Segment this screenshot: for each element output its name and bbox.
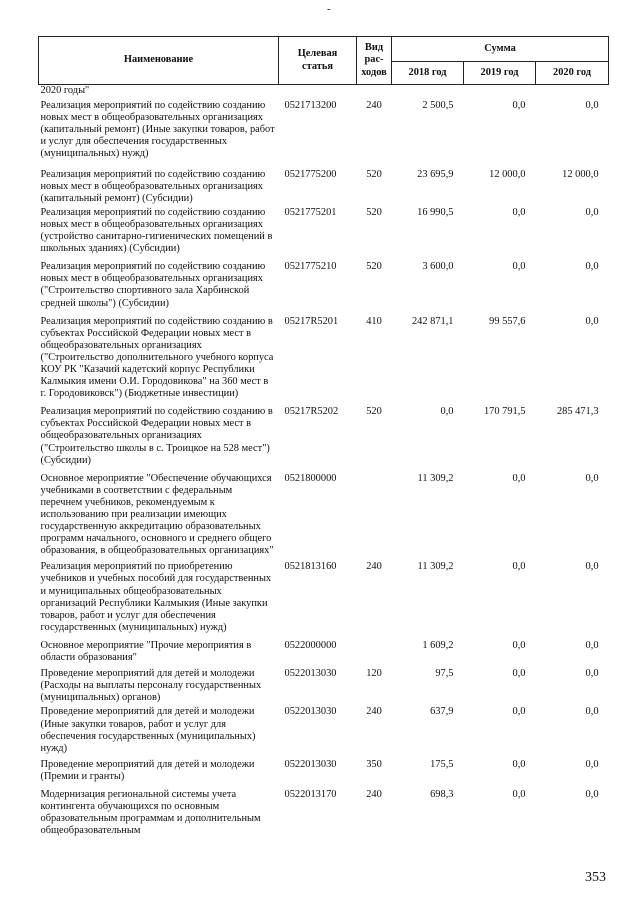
row-name: 2020 годы" — [40, 85, 90, 96]
row-sum-2018: 23 695,9 — [417, 168, 454, 180]
row-name: Реализация мероприятий по содействию созданию новых мест в общеобразовательных организациях (капитальный ремонт) (Субсидии) — [40, 168, 266, 204]
row-sum-2019: 0,0 — [512, 261, 526, 273]
row-sum-2018: 11 309,2 — [417, 472, 454, 484]
table-row — [39, 261, 609, 315]
row-code: 0521800000 — [284, 472, 337, 484]
header-year-2019: 2019 год — [464, 62, 536, 85]
row-sum-2018: 3 600,0 — [422, 261, 454, 273]
row-sum-2018: 1 609,2 — [422, 639, 454, 651]
row-sum-2020: 0,0 — [585, 315, 599, 327]
row-name: Модернизация региональной системы учета контингента обучающихся по основным образовательным программам и дополнительным общеобразовательным — [40, 788, 261, 837]
table-row — [39, 668, 609, 706]
row-code: 0521775210 — [284, 261, 337, 273]
row-sum-2019: 0,0 — [512, 788, 526, 800]
row-sum-2020: 0,0 — [585, 706, 599, 718]
row-sum-2020: 0,0 — [585, 758, 599, 770]
row-sum-2020 — [536, 85, 609, 101]
row-expense-type: 240 — [366, 100, 382, 112]
page-number: 353 — [585, 870, 606, 885]
row-sum-2020: 0,0 — [585, 261, 599, 273]
row-expense-type: 410 — [366, 315, 382, 327]
row-name: Реализация мероприятий по содействию созданию новых мест в общеобразовательных организациях (капитальный ремонт) (Иные закупки товаров, работ и услуг для обеспечения государственных (муниципальных) нужд) — [40, 100, 275, 160]
row-sum-2019: 0,0 — [512, 639, 526, 651]
row-expense-type: 240 — [366, 561, 382, 573]
row-code: 0522013030 — [284, 758, 337, 770]
row-sum-2020: 12 000,0 — [562, 168, 599, 180]
row-sum-2018 — [392, 85, 464, 101]
row-expense-type — [357, 640, 392, 668]
table-body — [39, 85, 609, 842]
row-sum-2018: 11 309,2 — [417, 561, 454, 573]
table-row — [39, 759, 609, 789]
row-sum-2020: 0,0 — [585, 668, 599, 680]
row-sum-2019: 0,0 — [512, 706, 526, 718]
table-row — [39, 789, 609, 841]
table-row — [39, 169, 609, 207]
row-name: Реализация мероприятий по содействию созданию в субъектах Российской Федерации новых мест в общеобразовательных организациях ("Строительство школы в с. Троицкое на 528 мест") (Субсидии) — [40, 406, 273, 466]
row-sum-2018: 2 500,5 — [422, 100, 454, 112]
row-sum-2019: 0,0 — [512, 206, 526, 218]
row-expense-type: 350 — [366, 758, 382, 770]
row-code: 0521713200 — [284, 100, 337, 112]
row-code: 0521775200 — [284, 168, 337, 180]
top-mark: - — [327, 3, 331, 15]
table-row — [39, 316, 609, 407]
row-code: 0522013030 — [284, 668, 337, 680]
row-expense-type: 240 — [366, 788, 382, 800]
row-name: Основное мероприятие "Обеспечение обучающихся учебниками в соответствии с федеральным перечнем учебников, рекомендуемым к использованию при реализации имеющих государственную аккредитацию образовательных программ начального, основного и среднего общего образования, в общеобразовательных организациях" — [40, 472, 274, 557]
row-name: Проведение мероприятий для детей и молодежи (Премии и гранты) — [40, 758, 255, 782]
table-row — [39, 406, 609, 472]
table-row — [39, 207, 609, 261]
table-header — [39, 37, 609, 85]
budget-table-container — [38, 36, 608, 841]
row-name: Реализация мероприятий по содействию созданию новых мест в общеобразовательных организациях ("Строительство спортивного зала Харбинской средней школы") (Субсидии) — [40, 261, 266, 309]
row-expense-type: 520 — [366, 206, 382, 218]
row-expense-type: 520 — [366, 168, 382, 180]
row-expense-type: 520 — [366, 406, 382, 418]
row-sum-2020: 0,0 — [585, 639, 599, 651]
row-sum-2018: 242 871,1 — [411, 315, 454, 327]
row-sum-2019: 0,0 — [512, 668, 526, 680]
table-row — [39, 561, 609, 640]
row-name: Проведение мероприятий для детей и молодежи (Расходы на выплаты персоналу государственных (муниципальных) органов) — [40, 668, 262, 704]
row-sum-2018: 97,5 — [435, 668, 454, 680]
header-expense-type: Вид рас-ходов — [357, 37, 392, 85]
row-code — [279, 85, 357, 101]
row-expense-type: 240 — [366, 706, 382, 718]
row-sum-2018: 698,3 — [430, 788, 454, 800]
row-expense-type — [357, 85, 392, 101]
row-code: 05217R5201 — [284, 315, 339, 327]
row-code: 0522000000 — [284, 639, 337, 651]
budget-table — [38, 36, 609, 841]
row-sum-2019: 170 791,5 — [483, 406, 526, 418]
row-sum-2019: 0,0 — [512, 561, 526, 573]
row-sum-2019: 0,0 — [512, 100, 526, 112]
header-sum: Сумма — [392, 37, 609, 62]
row-sum-2018: 637,9 — [430, 706, 454, 718]
row-sum-2020: 0,0 — [585, 206, 599, 218]
row-name: Проведение мероприятий для детей и молодежи (Иные закупки товаров, работ и услуг для обеспечения государственных (муниципальных) нужд) — [40, 706, 256, 754]
header-year-2018: 2018 год — [392, 62, 464, 85]
row-name: Реализация мероприятий по содействию созданию новых мест в общеобразовательных организациях (устройство санитарно-гигиенических помещений в школьных зданиях) (Субсидии) — [40, 206, 273, 255]
row-sum-2020: 0,0 — [585, 561, 599, 573]
row-sum-2020: 0,0 — [585, 788, 599, 800]
row-code: 0521775201 — [284, 206, 337, 218]
row-sum-2018: 0,0 — [440, 406, 454, 418]
row-sum-2019: 12 000,0 — [489, 168, 526, 180]
row-sum-2020: 0,0 — [585, 100, 599, 112]
header-name: Наименование — [39, 37, 279, 85]
row-name: Реализация мероприятий по приобретению учебников и учебных пособий для государственных и муниципальных общеобразовательных организаций Республики Калмыкия (Иные закупки товаров, работ и услуг для обеспечения государственных (муниципальных) нужд) — [40, 561, 272, 633]
row-code: 05217R5202 — [284, 406, 339, 418]
row-sum-2019: 0,0 — [512, 758, 526, 770]
row-sum-2019: 0,0 — [512, 472, 526, 484]
row-sum-2019 — [464, 85, 536, 101]
row-code: 0521813160 — [284, 561, 337, 573]
header-year-2020: 2020 год — [536, 62, 609, 85]
table-row — [39, 706, 609, 758]
row-sum-2018: 175,5 — [430, 758, 454, 770]
table-row — [39, 85, 609, 101]
row-expense-type — [357, 473, 392, 562]
table-row — [39, 100, 609, 168]
row-expense-type: 120 — [366, 668, 382, 680]
row-sum-2020: 285 471,3 — [556, 406, 599, 418]
row-sum-2020: 0,0 — [585, 472, 599, 484]
row-sum-2018: 16 990,5 — [417, 206, 454, 218]
row-name: Основное мероприятие "Прочие мероприятия в области образования" — [40, 639, 252, 664]
row-code: 0522013030 — [284, 706, 337, 718]
header-code: Целевая статья — [279, 37, 357, 85]
row-name: Реализация мероприятий по содействию созданию в субъектах Российской Федерации новых мест в общеобразовательных организациях ("Строительство дополнительного учебного корпуса КОУ РК "Казачий кадетский корпус Республики Калмыкия имени О.И. Городовикова" на 360 мест в г. Городовиковск") (Бюджетные инвестиции) — [40, 315, 274, 400]
table-row — [39, 640, 609, 668]
row-code: 0522013170 — [284, 788, 337, 800]
row-sum-2019: 99 557,6 — [489, 315, 526, 327]
row-expense-type: 520 — [366, 261, 382, 273]
table-row — [39, 473, 609, 562]
